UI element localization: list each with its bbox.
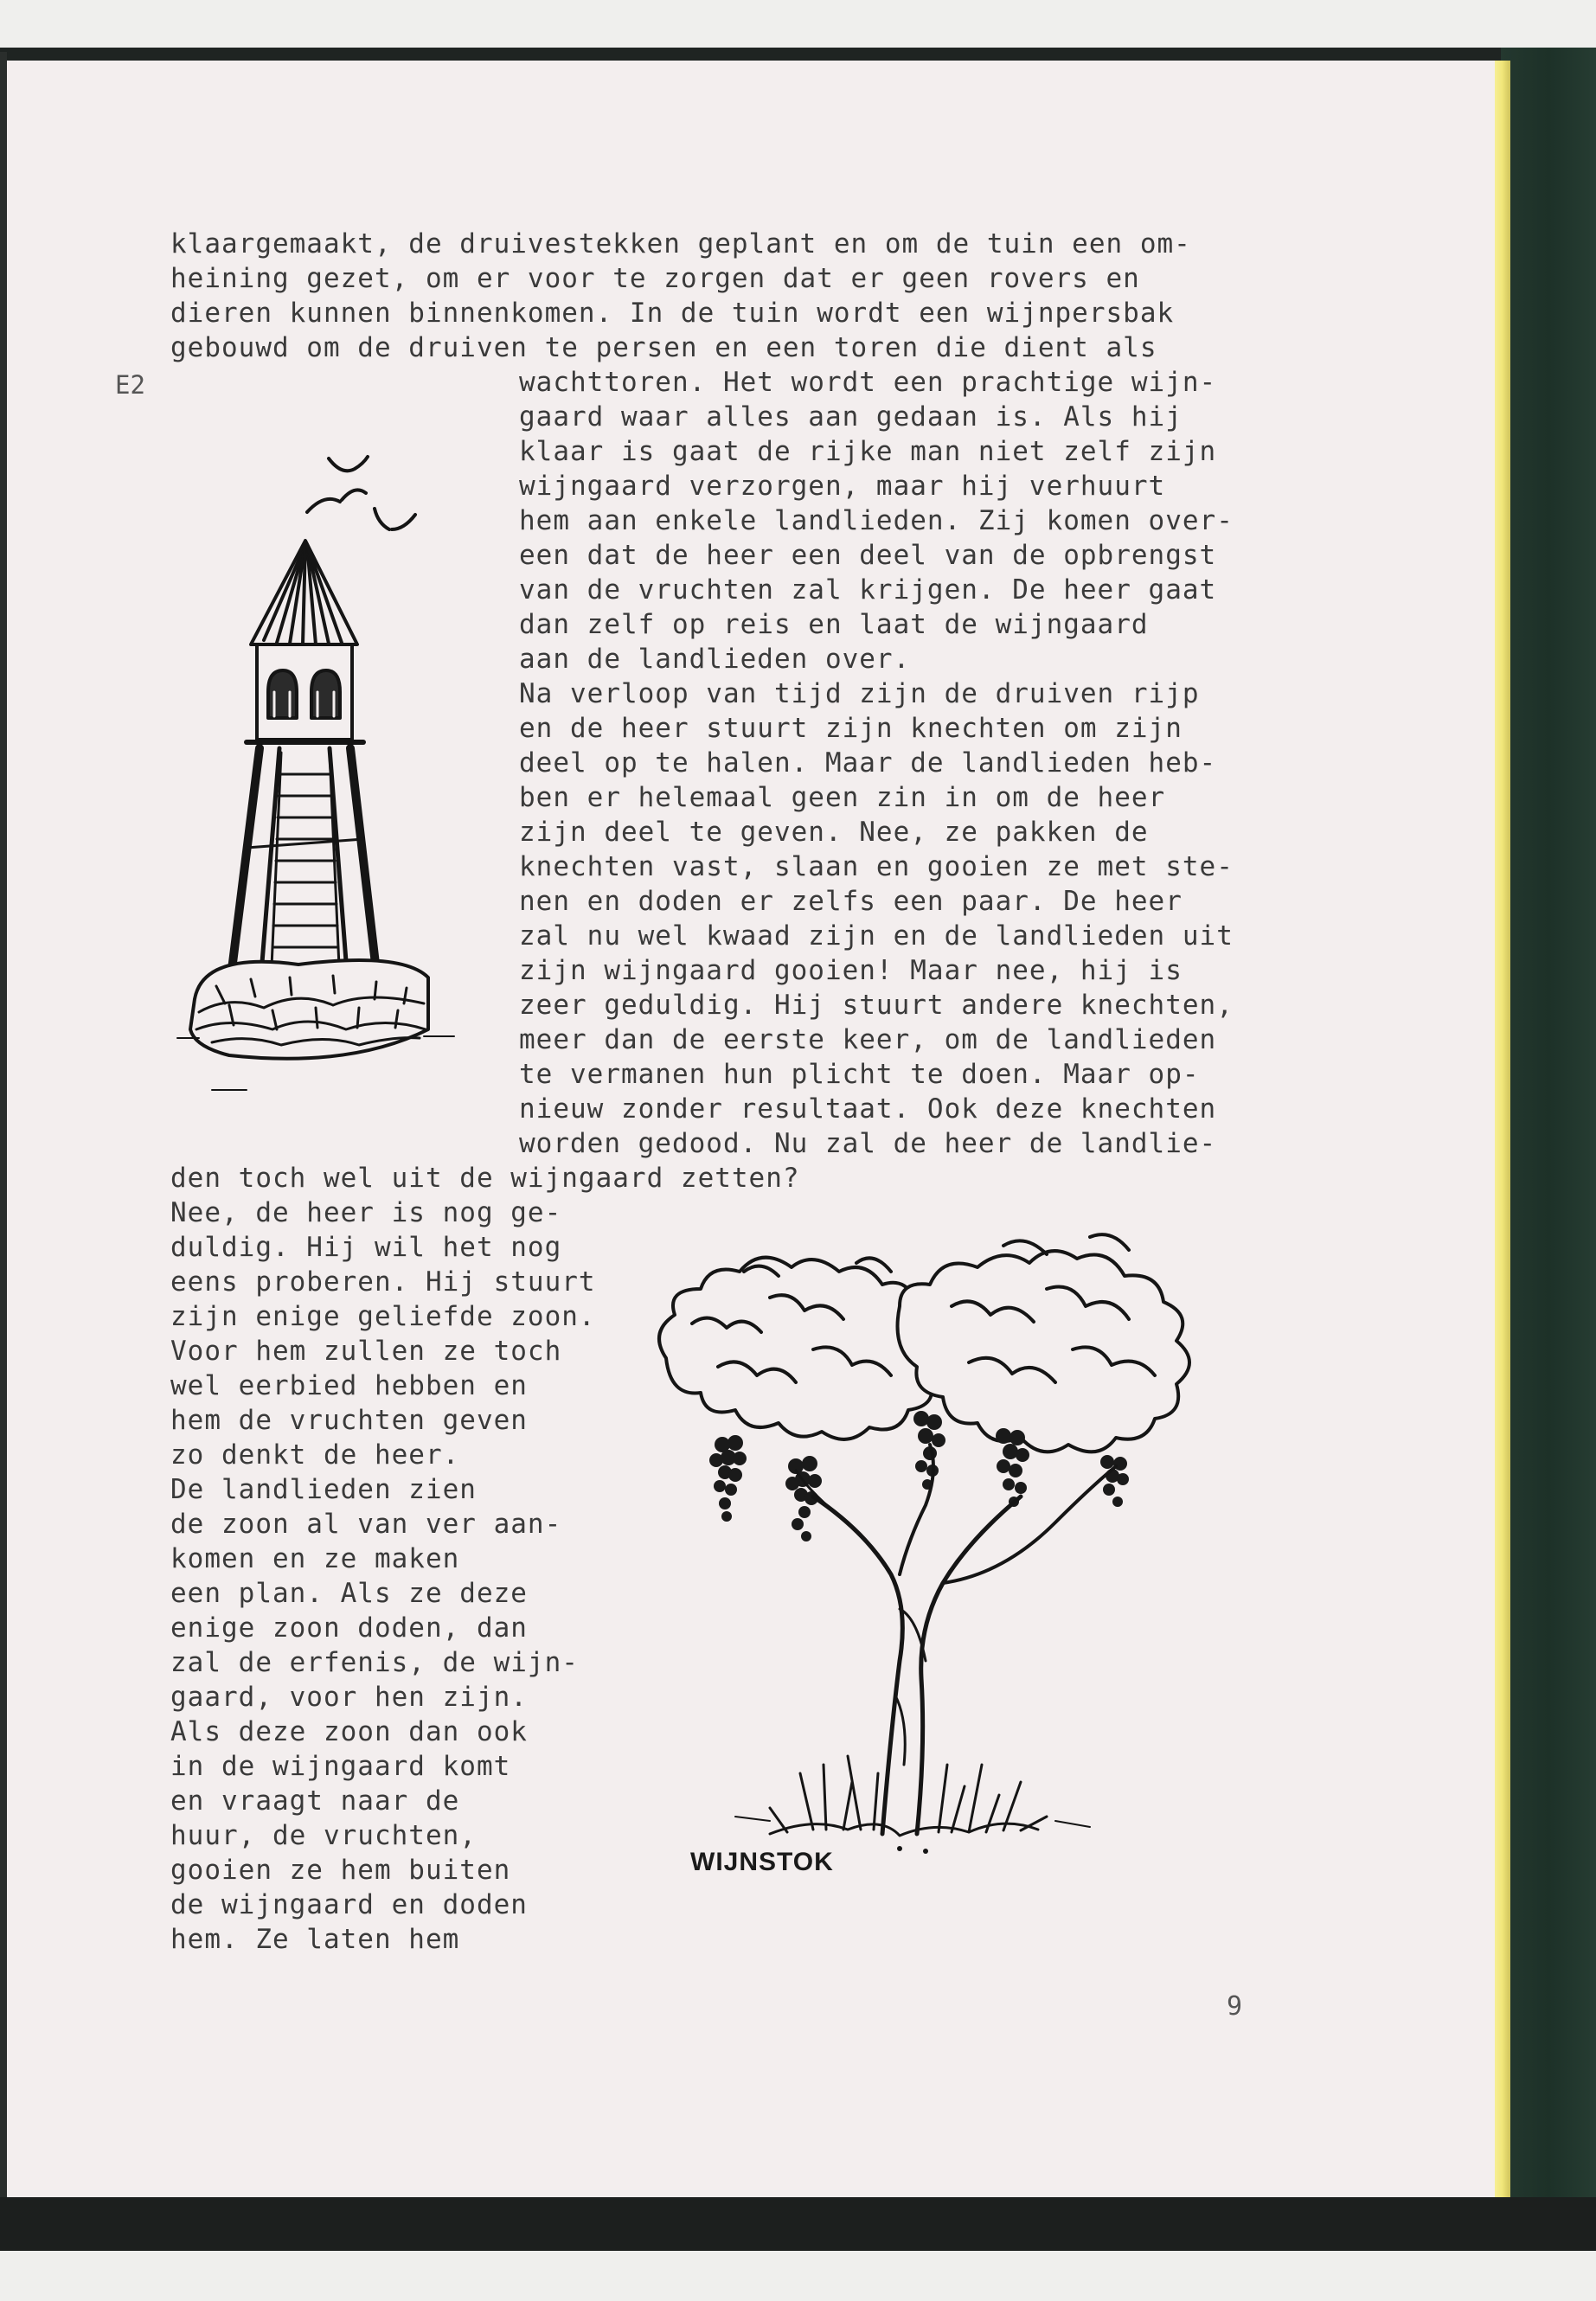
illustration-caption: WIJNSTOK [690, 1848, 834, 1876]
text-line: nen en doden er zelfs een paar. De heer [519, 886, 1183, 917]
text-line: klaar is gaat de rijke man niet zelf zijn [519, 436, 1217, 467]
text-line: meer dan de eerste keer, om de landlieden [519, 1024, 1217, 1055]
text-line: dieren kunnen binnenkomen. In de tuin wordt een wijnpersbak [170, 298, 1175, 329]
text-line: De landlieden zien [170, 1474, 477, 1505]
text-line: zo denkt de heer. [170, 1439, 460, 1471]
text-line: Voor hem zullen ze toch [170, 1336, 562, 1367]
text-line: de zoon al van ver aan- [170, 1509, 562, 1540]
text-line: hem. Ze laten hem [170, 1924, 460, 1955]
text-line: heining gezet, om er voor te zorgen dat er geen rovers en [170, 263, 1140, 294]
text-line: gooien ze hem buiten [170, 1855, 511, 1886]
scan-bottom-margin [0, 2251, 1596, 2301]
text-line: hem aan enkele landlieden. Zij komen over- [519, 505, 1234, 536]
text-line: hem de vruchten geven [170, 1405, 528, 1436]
book-top-edge [0, 48, 1548, 61]
text-line: klaargemaakt, de druivestekken geplant en om de tuin een om- [170, 228, 1191, 260]
text-line: gaard, voor hen zijn. [170, 1682, 528, 1713]
text-line: een plan. Als ze deze [170, 1578, 528, 1609]
text-line: zijn wijngaard gooien! Maar nee, hij is [519, 955, 1183, 986]
text-line: de wijngaard en doden [170, 1889, 528, 1920]
text-line: en de heer stuurt zijn knechten om zijn [519, 713, 1183, 744]
text-line: Na verloop van tijd zijn de druiven rijp [519, 678, 1200, 709]
text-line: in de wijngaard komt [170, 1751, 511, 1782]
text-line: aan de landlieden over. [519, 644, 911, 675]
text-line: te vermanen hun plicht te doen. Maar op- [519, 1059, 1200, 1090]
text-line: nieuw zonder resultaat. Ook deze knechten [519, 1093, 1217, 1125]
watchtower-icon [177, 433, 471, 1090]
text-line: zal nu wel kwaad zijn en de landlieden uit [519, 920, 1234, 952]
section-marker: E2 [115, 370, 145, 400]
text-line: enige zoon doden, dan [170, 1612, 528, 1644]
text-line: den toch wel uit de wijngaard zetten? [170, 1163, 800, 1194]
text-line: huur, de vruchten, [170, 1820, 477, 1851]
text-line: dan zelf op reis en laat de wijngaard [519, 609, 1149, 640]
scan-top-margin [0, 0, 1596, 50]
text-line: duldig. Hij wil het nog [170, 1232, 562, 1263]
text-line: wijngaard verzorgen, maar hij verhuurt [519, 471, 1166, 502]
text-line: deel op te halen. Maar de landlieden heb- [519, 747, 1217, 779]
text-line: zijn deel te geven. Nee, ze pakken de [519, 817, 1149, 848]
text-line: eens proberen. Hij stuurt [170, 1266, 596, 1298]
text-line: en vraagt naar de [170, 1785, 460, 1817]
text-line: zeer geduldig. Hij stuurt andere knechten, [519, 990, 1234, 1021]
page-number: 9 [1227, 1991, 1243, 2022]
text-line: knechten vast, slaan en gooien ze met ste- [519, 851, 1234, 882]
text-line: komen en ze maken [170, 1543, 460, 1574]
text-line: wachttoren. Het wordt een prachtige wijn- [519, 367, 1217, 398]
text-line: worden gedood. Nu zal de heer de landlie- [519, 1128, 1217, 1159]
text-line: zijn enige geliefde zoon. [170, 1301, 596, 1332]
text-line: wel eerbied hebben en [170, 1370, 528, 1401]
text-line: gebouwd om de druiven te persen en een toren die dient als [170, 332, 1157, 363]
text-line: Als deze zoon dan ook [170, 1716, 528, 1747]
text-line: van de vruchten zal krijgen. De heer gaat [519, 574, 1217, 606]
text-line: ben er helemaal geen zin in om de heer [519, 782, 1166, 813]
text-line: Nee, de heer is nog ge- [170, 1197, 562, 1228]
book-bottom-edge [0, 2197, 1596, 2251]
book-cover-edge [1501, 48, 1596, 2227]
text-line: een dat de heer een deel van de opbrengst [519, 540, 1217, 571]
book-left-edge [0, 52, 7, 2232]
text-line: gaard waar alles aan gedaan is. Als hij [519, 401, 1183, 433]
grapevine-icon [640, 1211, 1228, 1868]
text-line: zal de erfenis, de wijn- [170, 1647, 579, 1678]
